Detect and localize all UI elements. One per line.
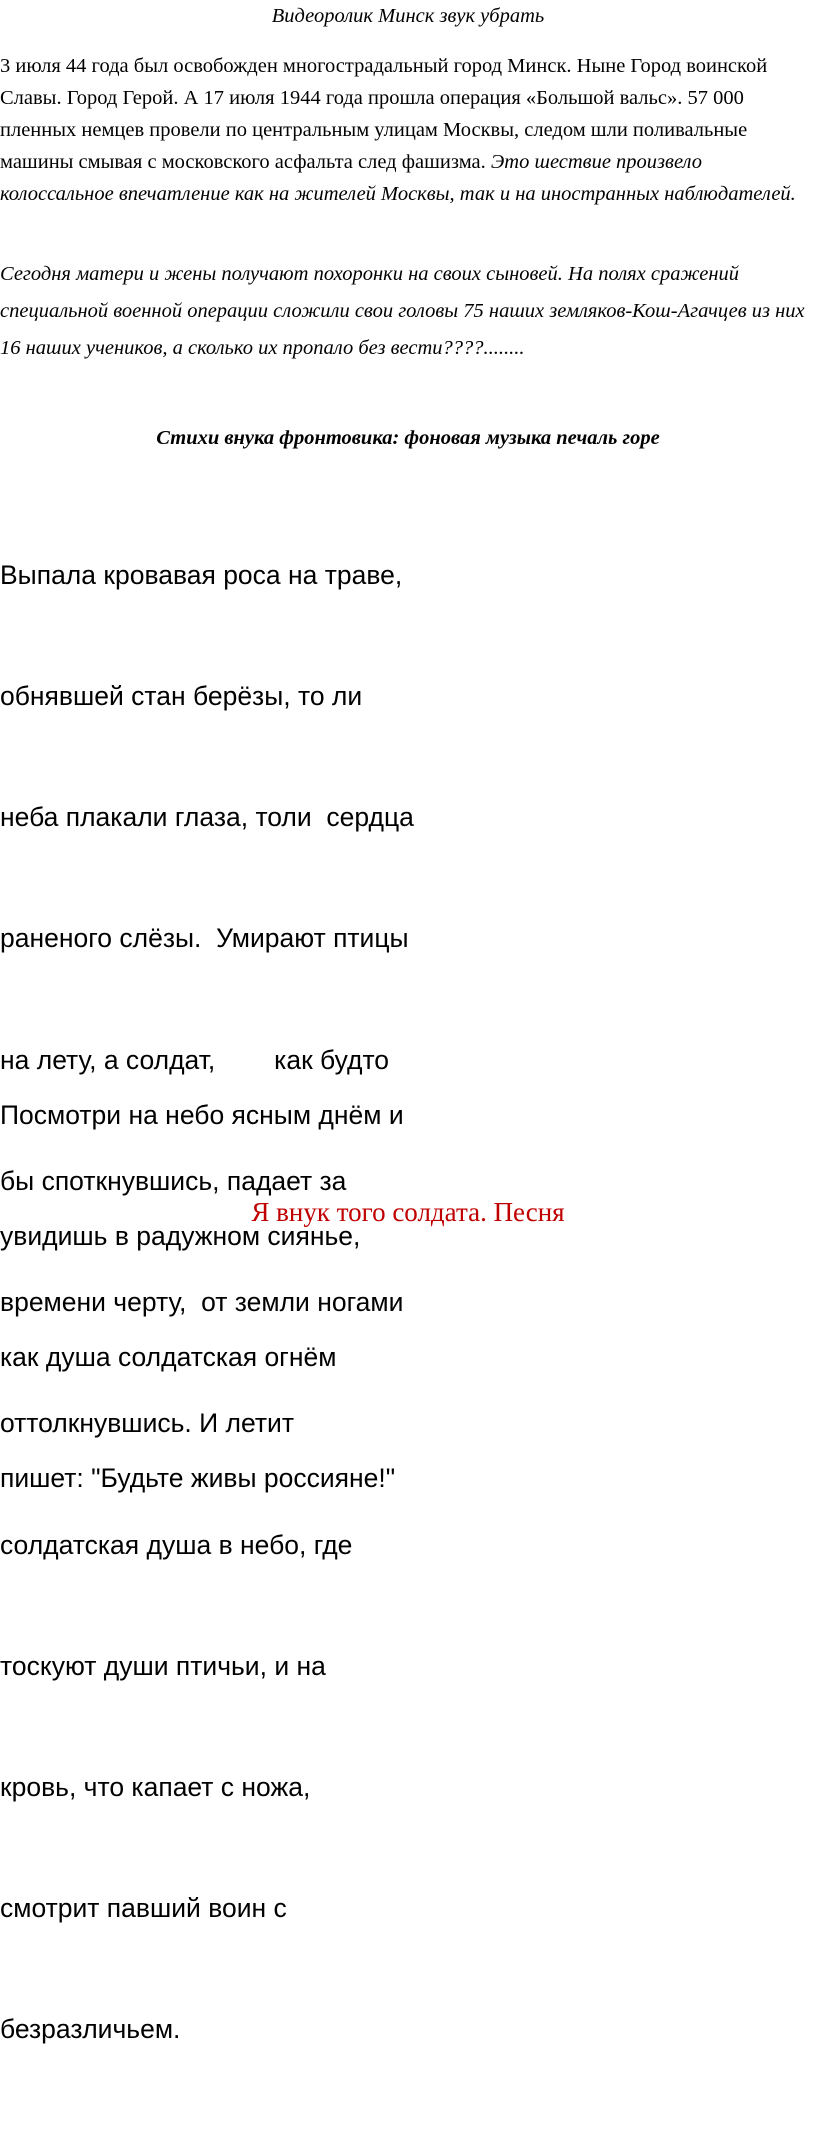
poem-line: раненого слёзы. Умирают птицы — [0, 923, 409, 954]
poem-line: на лету, а солдат, как будто — [0, 1044, 390, 1075]
poem-line: неба плакали глаза, толи сердца — [0, 802, 414, 833]
intro-text: 3 июля 44 года был освобожден многострадальный город Минск. Ныне Город воинской Славы. Город Герой. А 17 июля 1944 года прошла операция «Большой вальс». 57 000 пленных немцев провели по центральным улицам Москвы, следом шли поливальные машины смывая с московского асфальта след фашизма. — [0, 55, 768, 173]
poem-line: обнявшей стан берёзы, то ли — [0, 681, 363, 712]
losses-paragraph: Сегодня матери и жены получают похоронки на своих сыновей. На полях сражений специальной военной операции сложили свои головы 75 наших земляков-Кош-Агачцев из них 16 наших учеников, а сколько их пропало без вести????........ — [0, 263, 805, 359]
poem-line: как душа солдатская огнём — [0, 1342, 337, 1373]
song-caption: Я внук того солдата. Песня — [251, 1197, 565, 1227]
poem-line: кровь, что капает с ножа, — [0, 1772, 311, 1802]
poem-line: увидишь в радужном сиянье, — [0, 1221, 361, 1252]
video-note-heading: Видеоролик Минск звук убрать — [271, 5, 545, 27]
poem-title: Стихи внука фронтовика: фоновая музыка печаль горе — [156, 427, 660, 449]
poem-line: безразличьем. — [0, 2014, 181, 2045]
intro-italic-text: Это шествие произвело колоссальное впечатление как на жителей Москвы, так и на иностранных наблюдателей. — [0, 151, 796, 205]
poem-line: оттолкнувшись. И летит — [0, 1408, 294, 1439]
poem-line: тоскуют души птичьи, и на — [0, 1650, 326, 1681]
poem-line: солдатская душа в небо, где — [0, 1529, 353, 1560]
poem-line: бы споткнувшись, падает за — [0, 1165, 347, 1196]
poem-line: Посмотри на небо ясным днём и — [0, 1099, 404, 1130]
intro-paragraph — [0, 50, 816, 210]
poem-line: Выпала кровавая роса на траве, — [0, 559, 403, 590]
poem-line: времени черту, от земли ногами — [0, 1287, 404, 1318]
poem-stanza-2 — [0, 1014, 404, 1580]
poem-line: пишет: "Будьте живы россияне!" — [0, 1463, 396, 1494]
poem-line: смотрит павший воин с — [0, 1893, 287, 1924]
